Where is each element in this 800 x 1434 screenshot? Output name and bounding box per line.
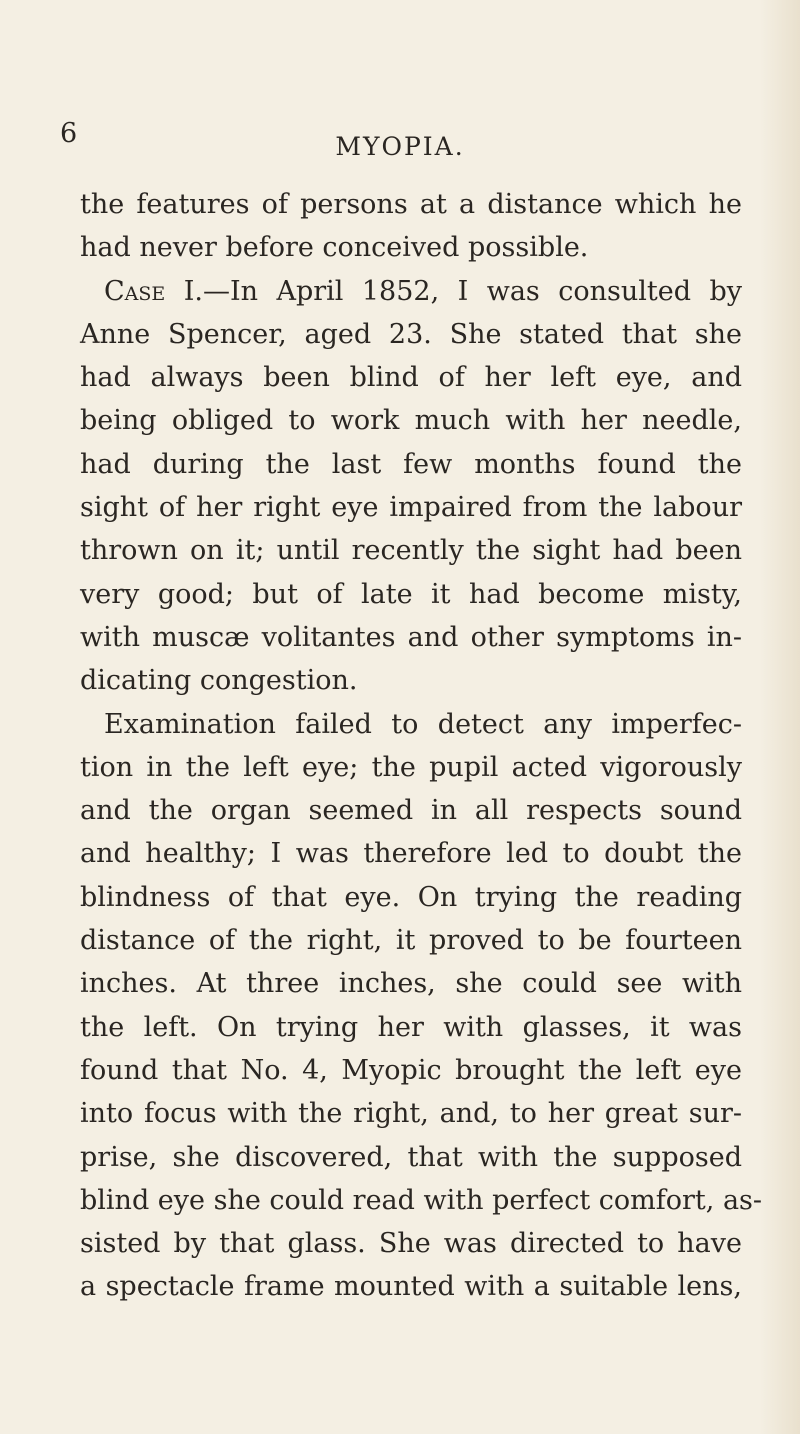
text-line: into focus with the right, and, to her great sur- [80, 1098, 742, 1130]
text-line: the left. On trying her with glasses, it was [80, 1011, 742, 1043]
text-line-paragraph-start: Examination failed to detect any imperfec- [104, 708, 742, 740]
text-line: a spectacle frame mounted with a suitable lens, [80, 1271, 742, 1303]
text-line: found that No. 4, Myopic brought the left eye [80, 1054, 742, 1086]
text-line: the features of persons at a distance which he [80, 189, 742, 220]
page-number: 6 [60, 118, 79, 149]
text-line: with muscæ volitantes and other symptoms in- [80, 621, 742, 653]
text-line: distance of the right, it proved to be fourteen [80, 925, 742, 957]
text-line: sisted by that glass. She was directed to have [80, 1228, 742, 1260]
text-line: prise, she discovered, that with the supposed [80, 1141, 742, 1173]
text-line: Anne Spencer, aged 23. She stated that she [80, 318, 742, 350]
text-line: inches. At three inches, she could see with [80, 968, 742, 1000]
text-line: tion in the left eye; the pupil acted vigorously [80, 751, 742, 783]
text-line: dicating congestion. [80, 665, 358, 697]
text-line-remainder: —In April 1852, I was consulted by [202, 275, 742, 307]
case-label: Case I. [104, 275, 203, 307]
body-text [80, 183, 763, 1309]
text-line: being obliged to work much with her needle, [80, 405, 742, 437]
text-line-case-heading [80, 270, 742, 313]
text-line: sight of her right eye impaired from the labour [80, 492, 742, 524]
text-line: had never before conceived possible. [80, 232, 589, 264]
text-line: had during the last few months found the [80, 448, 742, 480]
text-line: and healthy; I was therefore led to doubt the [80, 838, 742, 870]
text-line: and the organ seemed in all respects sound [80, 795, 742, 827]
text-line: very good; but of late it had become misty, [80, 578, 742, 610]
running-head: MYOPIA. [335, 132, 465, 161]
text-line: had always been blind of her left eye, and [80, 362, 742, 394]
text-line: blind eye she could read with perfect comfort, as- [80, 1184, 763, 1216]
text-line: blindness of that eye. On trying the reading [80, 881, 742, 913]
text-line: thrown on it; until recently the sight had been [80, 535, 742, 567]
